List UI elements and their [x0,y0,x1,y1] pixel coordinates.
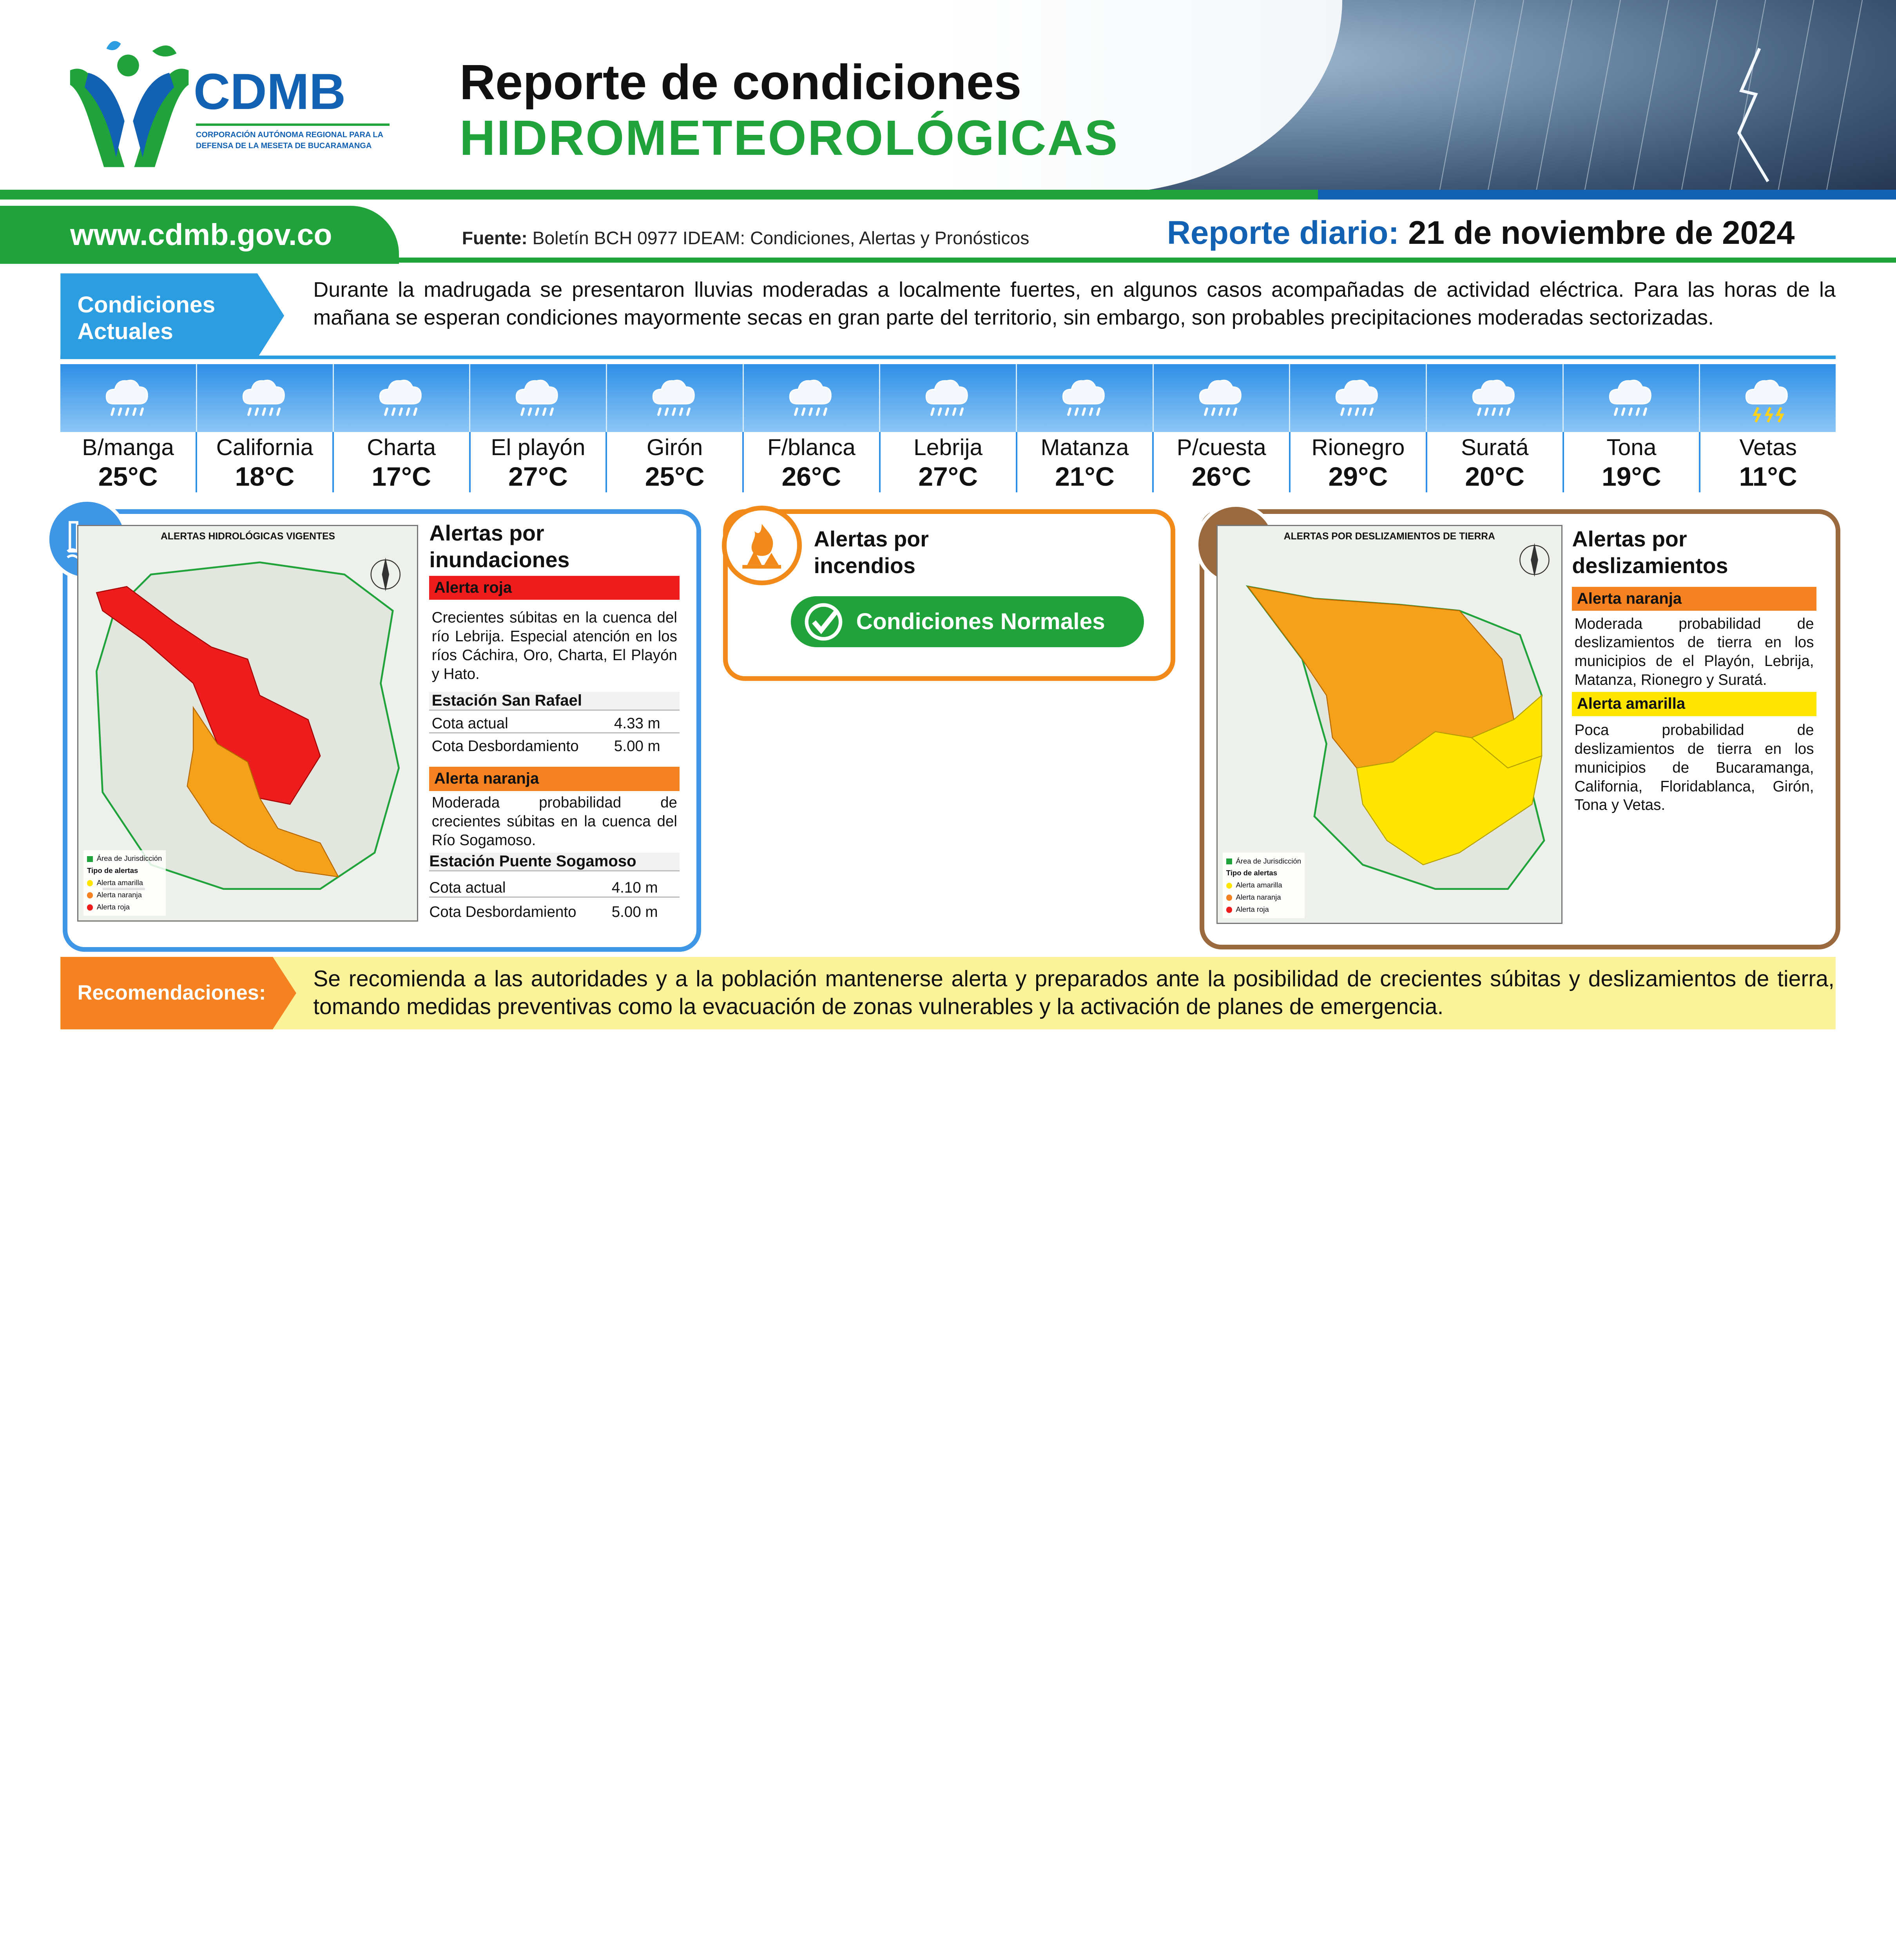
weather-icon-cell [1427,364,1564,432]
station-temperature: 11°C [1739,462,1797,492]
cdmb-emblem-icon [58,36,197,176]
weather-station-column [744,432,881,492]
flood-map-title: ALERTAS HIDROLÓGICAS VIGENTES [160,531,335,542]
flood-title: Alertas por inundaciones [429,521,570,572]
flood-map-legend: Área de Jurisdicción Tipo de alertas Alerta amarilla Alerta naranja Alerta roja [83,850,166,916]
report-label: Reporte diario: [1167,214,1399,251]
header-blue-bar [1318,190,1896,200]
flood-red-alert-text: Crecientes súbitas en la cuenca del río Lebrija. Especial atención en los ríos Cáchira, Oro, Charta, El Playón y Hato. [431,609,677,682]
rain-cloud-icon [921,372,975,423]
rain-cloud-icon [1195,372,1248,423]
weather-station-column [1291,432,1427,492]
station-temperature: 26°C [1191,462,1251,492]
station-name: Girón [646,434,703,460]
rain-cloud-icon [648,372,701,423]
rain-cloud-icon [785,372,838,423]
weather-station-column [1154,432,1291,492]
landslide-map-legend: Área de Jurisdicción Tipo de alertas Alerta amarilla Alerta naranja Alerta roja [1223,853,1305,918]
station-name: Vetas [1739,434,1797,460]
weather-icon-cell [1154,364,1291,432]
weather-station-column [197,432,334,492]
conditions-tab-label: Condiciones Actuales [77,292,216,344]
weather-icon-cell [1700,364,1836,432]
rain-cloud-icon [511,372,565,423]
weather-icon-cell [607,364,744,432]
weather-icon-cell [880,364,1017,432]
station2-row-overflow: Cota Desbordamiento 5.00 m [429,904,658,921]
landslide-map [1216,525,1562,924]
station-name: Matanza [1040,434,1129,460]
station-name: Lebrija [914,434,983,460]
page-subtitle: HIDROMETEOROLÓGICAS [459,109,1119,165]
fire-status-pill [791,596,1144,647]
logo-subtitle-1: CORPORACIÓN AUTÓNOMA REGIONAL PARA LA [196,131,384,140]
flood-red-alert-label: Alerta roja [429,576,680,600]
thunderstorm-icon [1741,372,1794,423]
station1-row-overflow: Cota Desbordamiento 5.00 m [431,738,660,755]
station-name: Rionegro [1311,434,1405,460]
weather-station-column [607,432,744,492]
station-name: Tona [1606,434,1657,460]
weather-icon-cell [1017,364,1154,432]
recommendations-text: Se recomienda a las autoridades y a la población mantenerse alerta y preparados ante la posibilidad de crecientes súbitas y deslizamientos de tierra, tomando medidas preventivas como la evacuación de zonas vulnerables y la activación de planes de emergencia. [313,966,1834,1020]
source-label: Fuente: [462,228,527,249]
weather-station-column [1700,432,1836,492]
station-name: P/cuesta [1176,434,1266,460]
header-underline [399,258,1896,262]
logo-name: CDMB [193,64,346,120]
flood-map [77,525,418,922]
station-name: Charta [367,434,436,460]
weather-station-column [1017,432,1154,492]
report-date-line [1167,214,1795,252]
station-temperature: 25°C [645,462,705,492]
station-temperature: 19°C [1602,462,1661,492]
weather-icon-cell [1290,364,1427,432]
weather-icon-cell [1564,364,1700,432]
fire-status-text: Condiciones Normales [856,609,1105,635]
lightning-icon [1739,48,1768,181]
weather-icon-cell [744,364,881,432]
conditions-underline [60,356,1836,359]
rain-cloud-icon [1605,372,1658,423]
landslide-orange-alert-text: Moderada probabilidad de deslizamientos de tierra en los municipios de el Playón, Lebrija, Matanza, Rionegro y Suratá. [1574,615,1814,689]
weather-icon-cell [60,364,197,432]
page-title: Reporte de condiciones [459,54,1022,110]
landslide-title: Alertas por deslizamientos [1572,527,1728,578]
rain-cloud-icon [102,372,155,423]
landslide-yellow-alert-label: Alerta amarilla [1572,692,1816,716]
fire-badge [722,506,802,586]
station-temperature: 27°C [508,462,568,492]
weather-station-column [881,432,1017,492]
rain-cloud-icon [375,372,428,423]
station1-row-current: Cota actual 4.33 m [429,715,680,733]
station-name: California [216,434,314,460]
station-name: F/blanca [767,434,856,460]
check-circle-icon [803,601,844,642]
weather-icon-cell [470,364,607,432]
station-name: Suratá [1461,434,1529,460]
report-date: 21 de noviembre de 2024 [1408,214,1795,251]
station-temperature: 20°C [1465,462,1524,492]
weather-icon-cell [197,364,334,432]
forest-fire-icon [738,519,786,572]
weather-icon-cell [334,364,471,432]
landslide-yellow-alert-text: Poca probabilidad de deslizamientos de tierra en los municipios de Bucaramanga, California, Floridablanca, Girón, Tona y Vetas. [1574,722,1814,814]
weather-station-column [1427,432,1564,492]
website-link[interactable]: www.cdmb.gov.co [70,218,332,252]
station-temperature: 17°C [372,462,431,492]
weather-station-column [1564,432,1701,492]
rain-cloud-icon [1058,372,1111,423]
conditions-text: Durante la madrugada se presentaron lluvias moderadas a localmente fuertes, en algunos casos acompañadas de actividad eléctrica. Para las horas de la mañana se esperan condiciones mayormente secas en gran parte del territorio, sin embargo, son probables precipitaciones moderadas sectorizadas. [313,278,1836,329]
weather-station-column [60,432,197,492]
station-temperature: 29°C [1328,462,1388,492]
fire-title: Alertas por incendios [814,527,929,578]
weather-values-row [60,432,1836,492]
source-line [462,227,1030,249]
station-temperature: 25°C [98,462,158,492]
landslide-map-title: ALERTAS POR DESLIZAMIENTOS DE TIERRA [1283,531,1495,542]
station2-row-current: Cota actual 4.10 m [429,879,680,898]
logo-divider [196,123,390,126]
flood-orange-alert-text: Moderada probabilidad de crecientes súbitas en la cuenca del Río Sogamoso. [431,794,677,849]
weather-station-column [334,432,471,492]
landslide-orange-alert-label: Alerta naranja [1572,587,1816,611]
cdmb-logo [58,36,391,176]
source-text: Boletín BCH 0977 IDEAM: Condiciones, Alertas y Pronósticos [532,228,1030,249]
recommendations-tab-label: Recomendaciones: [77,981,266,1004]
station1-name: Estación San Rafael [429,692,680,711]
flood-orange-alert-label: Alerta naranja [429,767,680,791]
station-temperature: 26°C [781,462,841,492]
rain-cloud-icon [238,372,292,423]
rain-cloud-icon [1468,372,1521,423]
station-temperature: 18°C [235,462,295,492]
station-name: B/manga [82,434,174,460]
weather-icon-strip [60,364,1836,432]
station-temperature: 21°C [1055,462,1115,492]
logo-subtitle-2: DEFENSA DE LA MESETA DE BUCARAMANGA [196,142,372,151]
station-temperature: 27°C [918,462,978,492]
weather-station-column [471,432,607,492]
station2-name: Estación Puente Sogamoso [429,853,680,871]
station-name: El playón [491,434,585,460]
rain-cloud-icon [1331,372,1385,423]
